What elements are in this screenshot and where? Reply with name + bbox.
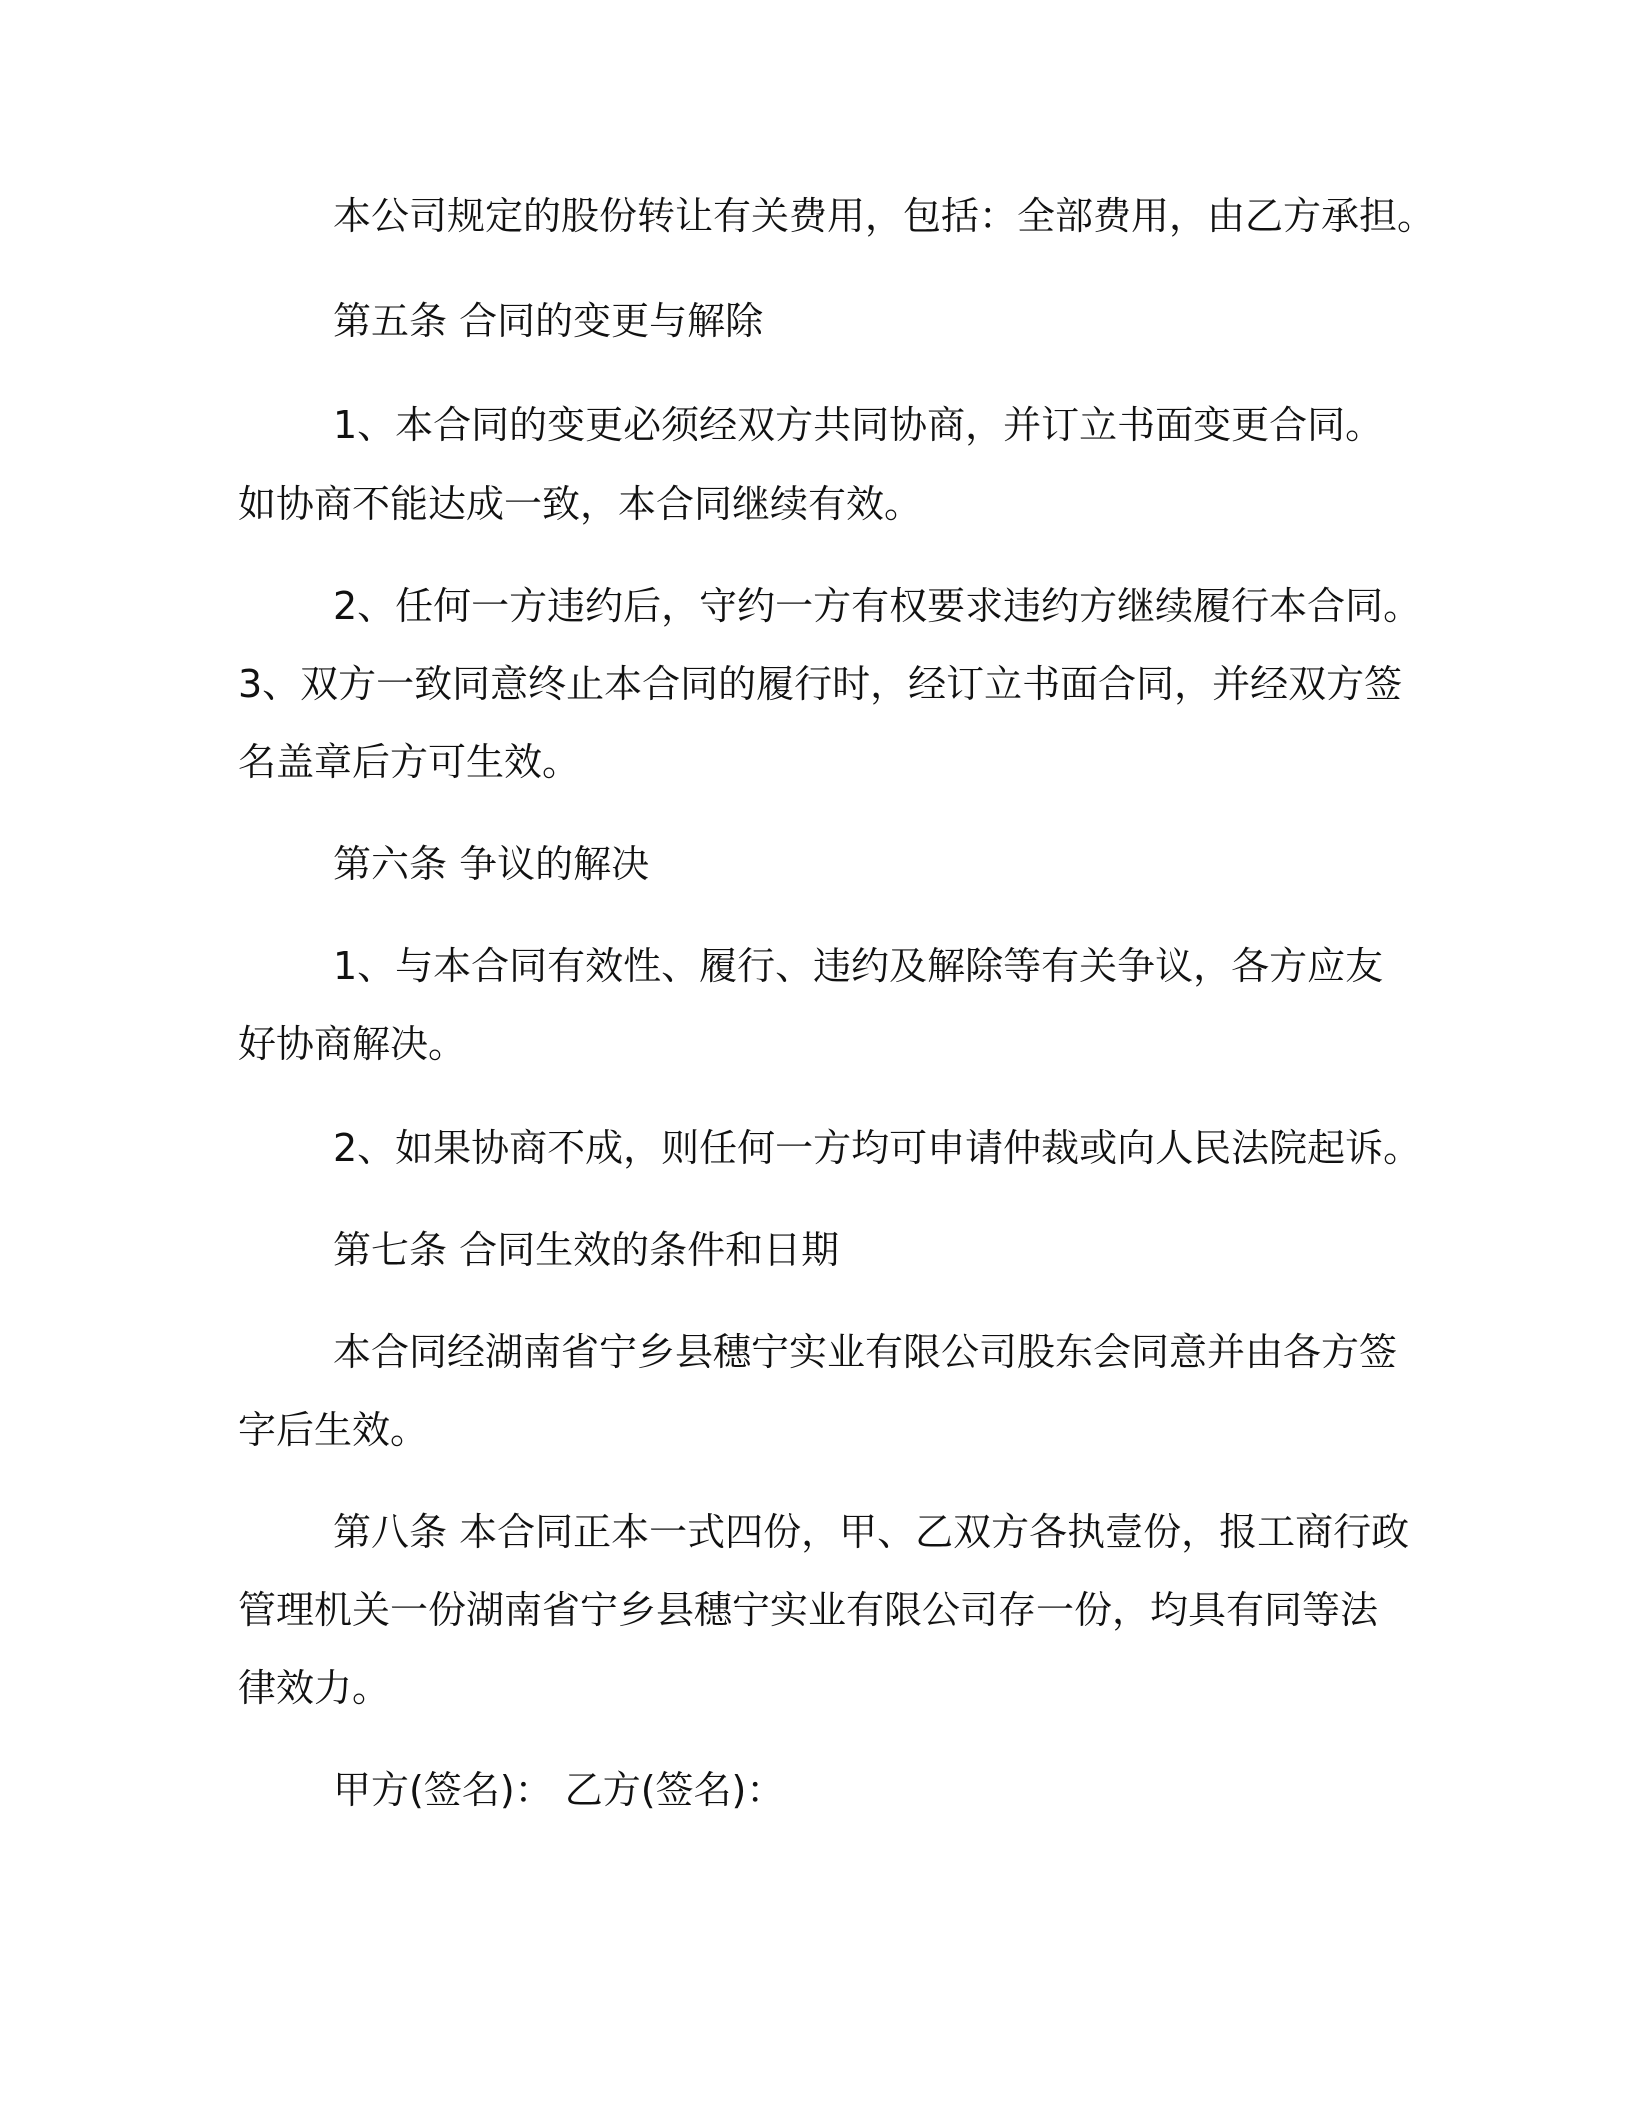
article-6-item-2: 2、如果协商不成，则任何一方均可申请仲裁或向人民法院起诉。 xyxy=(333,1126,1422,1170)
article-5-item-1: 1、本合同的变更必须经双方共同协商，并订立书面变更合同。 xyxy=(333,403,1384,447)
article-5-item-3: 3、双方一致同意终止本合同的履行时，经订立书面合同，并经双方签 xyxy=(238,662,1403,706)
article-7-body-continued: 字后生效。 xyxy=(238,1408,429,1452)
article-6-item-1-continued: 好协商解决。 xyxy=(238,1022,467,1066)
article-7-body: 本合同经湖南省宁乡县穗宁实业有限公司股东会同意并由各方签 xyxy=(333,1330,1398,1374)
article-5-item-2: 2、任何一方违约后，守约一方有权要求违约方继续履行本合同。 xyxy=(333,584,1422,628)
fee-clause: 本公司规定的股份转让有关费用，包括：全部费用，由乙方承担。 xyxy=(333,194,1436,238)
article-5-item-1-continued: 如协商不能达成一致，本合同继续有效。 xyxy=(238,482,923,526)
article-5-heading: 第五条 合同的变更与解除 xyxy=(333,299,764,343)
article-6-item-1: 1、与本合同有效性、履行、违约及解除等有关争议，各方应友 xyxy=(333,944,1384,988)
signature-line: 甲方(签名)： 乙方(签名)： xyxy=(333,1768,785,1812)
article-7-heading: 第七条 合同生效的条件和日期 xyxy=(333,1228,840,1272)
article-5-item-3-continued: 名盖章后方可生效。 xyxy=(238,740,581,784)
article-8-line-2: 管理机关一份湖南省宁乡县穗宁实业有限公司存一份，均具有同等法 xyxy=(238,1588,1379,1632)
article-8-line-1: 第八条 本合同正本一式四份，甲、乙双方各执壹份，报工商行政 xyxy=(333,1510,1410,1554)
article-8-line-3: 律效力。 xyxy=(238,1666,391,1710)
article-6-heading: 第六条 争议的解决 xyxy=(333,842,650,886)
